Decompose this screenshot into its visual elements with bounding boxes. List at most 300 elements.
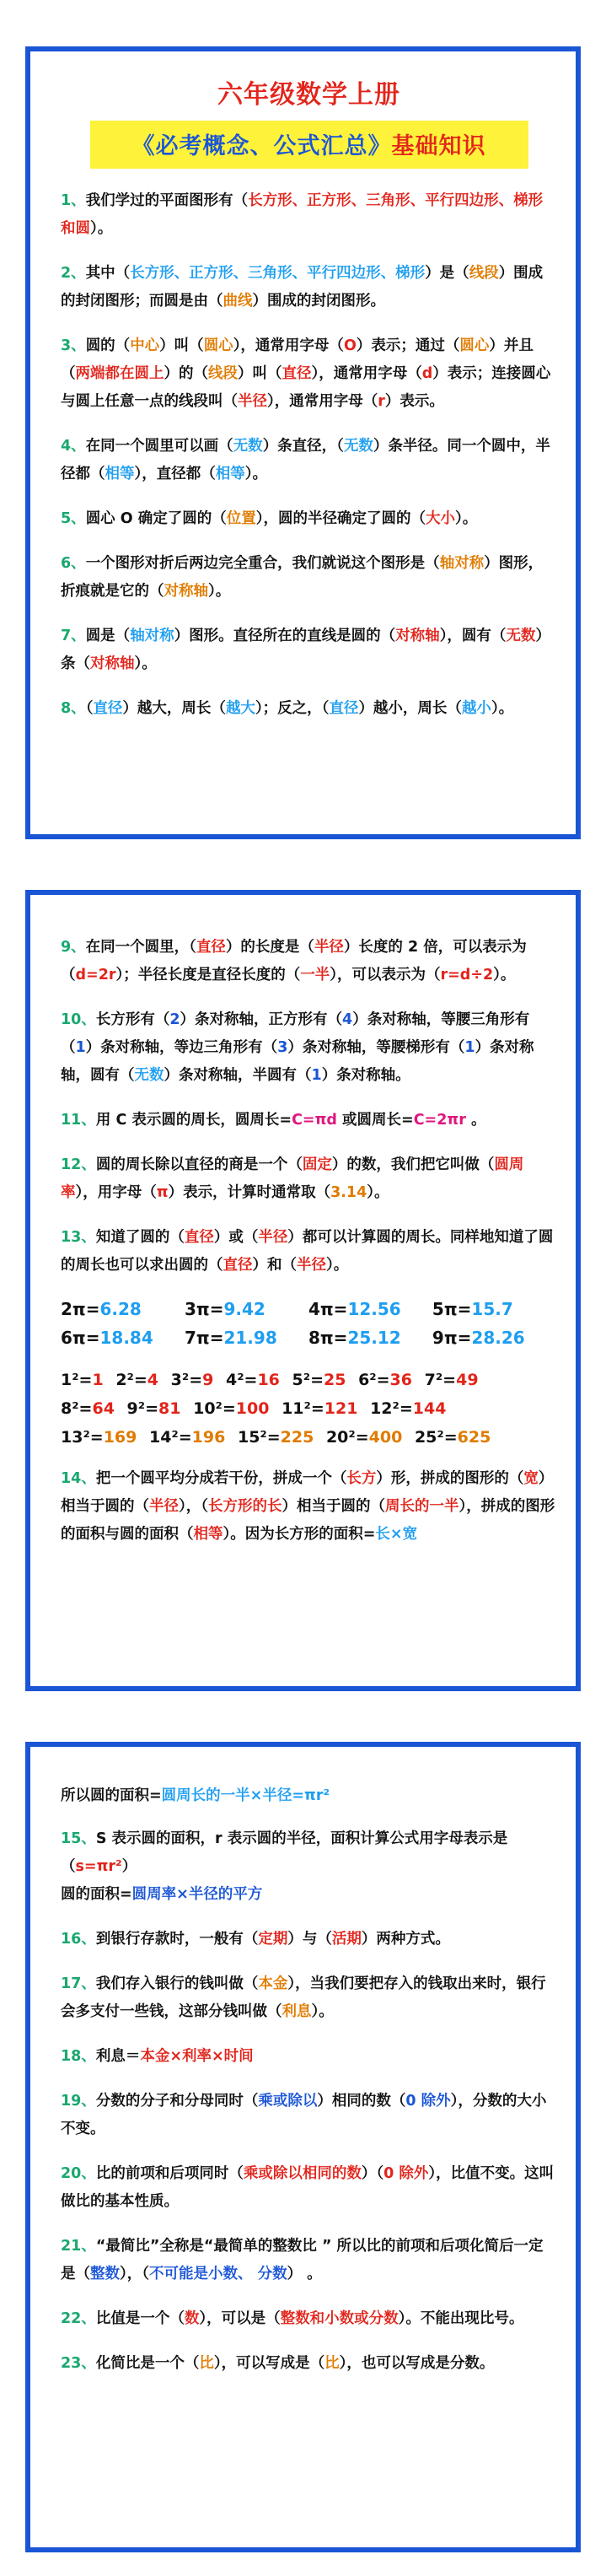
text: ）。因为长方形的面积= — [223, 1526, 376, 1543]
text: ）表示，计算时通常取（ — [168, 1184, 331, 1201]
answer: 3.14 — [330, 1184, 367, 1201]
answer: 越大 — [225, 700, 255, 717]
answer: 无数 — [506, 628, 536, 644]
item-10 — [61, 1006, 557, 1090]
answer: 长方形、正方形、三角形、平行四边形、梯形 — [130, 265, 426, 282]
squares-table — [61, 1366, 557, 1452]
square-expr: 9²= — [126, 1399, 159, 1418]
pi-value: 9.42 — [223, 1299, 265, 1319]
text: ） 。 — [287, 2266, 322, 2282]
squares-row — [61, 1423, 557, 1452]
pi-expr: 3π= — [184, 1299, 224, 1319]
answer: 相等 — [105, 466, 135, 482]
item-21 — [61, 2233, 557, 2288]
text: ），通常用字母（ — [267, 393, 378, 410]
answer: 直径 — [184, 1229, 214, 1246]
square-cell — [415, 1428, 491, 1447]
text: 长方形有（ — [95, 1011, 170, 1028]
pi-value: 15.7 — [471, 1299, 513, 1319]
text: 化简比是一个（ — [95, 2355, 200, 2372]
square-value: 64 — [92, 1399, 115, 1418]
square-cell — [127, 1399, 181, 1418]
pi-cell — [432, 1323, 550, 1352]
item-number: 10、 — [61, 1011, 96, 1028]
pi-row — [61, 1323, 557, 1352]
text: ），通常用字母（ — [311, 365, 422, 382]
answer: 相等 — [215, 466, 245, 482]
item-23 — [61, 2350, 557, 2378]
pi-value: 28.26 — [471, 1328, 525, 1348]
pi-value: 12.56 — [347, 1299, 401, 1319]
answer: 0 除外 — [383, 2165, 429, 2182]
pi-expr: 8π= — [308, 1328, 348, 1348]
text: S 表示圆的面积，r 表示圆的半径，面积计算公式用字母表示是（ — [61, 1830, 508, 1875]
square-expr: 5²= — [292, 1371, 324, 1389]
square-value: 169 — [103, 1428, 137, 1447]
item-number: 15、 — [61, 1830, 96, 1847]
answer: 曲线 — [223, 293, 253, 310]
text: ）图形。直径所在的直线是圆的（ — [174, 628, 396, 644]
answer: 长×宽 — [375, 1526, 418, 1543]
banner-part1: 《必考概念、公式汇总》 — [131, 133, 392, 159]
text: “最简比”全称是“最简单的整数比 ” 所以比的前项和后项化简后一定是（ — [61, 2238, 544, 2282]
pi-cell — [308, 1323, 426, 1352]
text: ）条对称轴，等腰梯形有（ — [287, 1039, 465, 1056]
text: 一个图形对折后两边完全重合，我们就说这个图形是（ — [85, 555, 440, 572]
answer: 两端都在圆上 — [75, 365, 164, 382]
answer: C=2πr — [413, 1112, 466, 1129]
square-expr: 1²= — [61, 1371, 93, 1389]
square-value: 196 — [191, 1428, 226, 1447]
answer: 利息 — [282, 2003, 312, 2020]
item-15 — [61, 1825, 557, 1881]
square-expr: 3²= — [170, 1371, 203, 1389]
text: ）与（ — [287, 1931, 332, 1948]
answer: r — [378, 393, 385, 410]
answer: 对称轴 — [90, 655, 135, 672]
item-number: 1、 — [61, 192, 86, 209]
square-expr: 8²= — [61, 1399, 93, 1418]
text: ），用字母（ — [75, 1184, 157, 1201]
answer: 1 — [75, 1039, 86, 1056]
answer: 半径 — [238, 393, 267, 410]
text: ）相同的数（ — [317, 2093, 406, 2110]
text: 比值是一个（ — [95, 2310, 185, 2327]
answer: 乘或除以相同的数 — [243, 2165, 362, 2182]
answer: 圆心 — [459, 337, 490, 354]
item-14 — [61, 1465, 557, 1549]
item-number: 11、 — [61, 1112, 96, 1129]
pi-expr: 4π= — [308, 1299, 348, 1319]
text: 圆的周长除以直径的商是一个（ — [95, 1156, 303, 1173]
text: ）条（ — [61, 628, 550, 672]
text: ），可以写成是（ — [213, 2355, 325, 2372]
text: 到银行存款时，一般有（ — [95, 1931, 259, 1948]
square-value: 25 — [324, 1371, 346, 1389]
text: ），（ — [179, 1498, 208, 1515]
text: ）叫（ — [238, 365, 282, 382]
square-cell — [61, 1428, 137, 1447]
square-expr: 14²= — [148, 1428, 192, 1447]
answer: 中心 — [130, 337, 160, 354]
text: ）围成的封闭图形。 — [252, 293, 385, 310]
pi-row — [61, 1295, 557, 1323]
answer: O — [343, 337, 357, 354]
item-number: 19、 — [61, 2093, 96, 2110]
square-value: 100 — [235, 1399, 270, 1418]
pi-expr: 7π= — [184, 1328, 224, 1348]
answer: r=d÷2 — [440, 967, 494, 984]
answer: 整数 — [90, 2266, 120, 2282]
text: ），通常用字母（ — [233, 337, 344, 354]
text: ），圆有（ — [439, 628, 507, 644]
text: 所以圆的面积= — [61, 1787, 162, 1804]
answer: 线段 — [208, 365, 238, 382]
square-expr: 20²= — [325, 1428, 369, 1447]
item-3 — [61, 332, 557, 416]
square-value: 144 — [412, 1399, 447, 1418]
text: ）；半径长度是直径长度的（ — [115, 967, 301, 984]
answer: 宽 — [523, 1470, 539, 1487]
square-value: 4 — [147, 1371, 159, 1389]
square-value: 49 — [456, 1371, 479, 1389]
answer: 定期 — [258, 1931, 288, 1948]
text: 知道了圆的（ — [95, 1229, 185, 1246]
text: ），可以是（ — [199, 2310, 281, 2327]
answer: 本金×利率×时间 — [140, 2048, 254, 2065]
pi-cell — [185, 1295, 303, 1323]
text: 利息＝ — [95, 2048, 141, 2065]
text: ），直径都（ — [134, 466, 216, 482]
item-number: 20、 — [61, 2165, 96, 2182]
square-expr: 11²= — [282, 1399, 324, 1418]
text: ）。 — [455, 510, 478, 527]
text: ），拼成的图形的面积与圆的面积（ — [61, 1498, 555, 1543]
answer: 线段 — [469, 265, 499, 282]
item-14-continued — [61, 1782, 557, 1810]
answer: 圆周长的一半×半径=πr² — [161, 1787, 330, 1804]
item-19 — [61, 2088, 557, 2143]
answer: 对称轴 — [395, 628, 440, 644]
item-13 — [61, 1224, 557, 1280]
square-value: 625 — [457, 1428, 491, 1447]
item-number: 14、 — [61, 1470, 96, 1487]
pi-value: 25.12 — [347, 1328, 401, 1348]
square-expr: 15²= — [237, 1428, 281, 1447]
text: ）。 — [208, 583, 231, 600]
square-cell — [358, 1371, 412, 1389]
answer: 位置 — [226, 510, 256, 527]
text: ）。 — [311, 2003, 334, 2020]
item-number: 5、 — [61, 510, 86, 527]
pi-cell — [432, 1295, 550, 1323]
spacer — [61, 1352, 557, 1366]
square-cell — [226, 1371, 280, 1389]
text: ）两种方式。 — [361, 1931, 450, 1948]
answer: 无数 — [233, 438, 263, 455]
text: ）。 — [326, 1257, 349, 1274]
answer: 半径 — [297, 1257, 326, 1274]
text: ）都可以计算圆的周长。同样地知道了圆的周长也可以求出圆的（ — [61, 1229, 554, 1274]
answer: 直径 — [196, 939, 226, 956]
text: （ — [85, 700, 94, 717]
answer: 不可能是小数、 分数 — [149, 2266, 287, 2282]
answer: 半径 — [258, 1229, 288, 1246]
square-cell — [370, 1399, 446, 1418]
text: 。 — [465, 1112, 486, 1129]
answer: 直径 — [329, 700, 359, 717]
answer: 圆周率×半径的平方 — [131, 1886, 263, 1903]
square-expr: 10²= — [193, 1399, 236, 1418]
text: 分数的分子和分母同时（ — [95, 2093, 259, 2110]
text: ）；反之，（ — [255, 700, 330, 717]
item-20 — [61, 2160, 557, 2216]
text: 我们存入银行的钱叫做（ — [95, 1975, 259, 1992]
item-11 — [61, 1107, 557, 1134]
text: ）条对称轴，正方形有（ — [180, 1011, 343, 1028]
square-value: 400 — [368, 1428, 403, 1447]
answer: 1 — [464, 1039, 475, 1056]
square-value: 225 — [280, 1428, 314, 1447]
item-2 — [61, 260, 557, 315]
text: ）或（ — [213, 1229, 259, 1246]
text: ）表示。 — [384, 393, 444, 410]
square-cell — [238, 1428, 314, 1447]
squares-row — [61, 1394, 557, 1423]
answer: 长方形的长 — [208, 1498, 282, 1515]
card-basics-1 — [25, 46, 581, 839]
item-number: 7、 — [61, 628, 86, 644]
item-17 — [61, 1970, 557, 2026]
answer: 一半 — [300, 967, 330, 984]
answer: 活期 — [331, 1931, 362, 1948]
item-number: 9、 — [61, 939, 86, 956]
text: ）相当于圆的（ — [61, 1470, 554, 1515]
text: ）相当于圆的（ — [282, 1498, 385, 1515]
answer: 长方形、正方形、三角形、平行四边形、梯形和圆 — [61, 192, 544, 237]
pi-cell — [61, 1295, 179, 1323]
answer: 0 除外 — [405, 2093, 451, 2110]
answer: 乘或除以 — [258, 2093, 318, 2110]
answer: 大小 — [426, 510, 455, 527]
answer: 轴对称 — [130, 628, 174, 644]
pi-table — [61, 1295, 557, 1352]
text: 圆心 O 确定了圆的（ — [85, 510, 227, 527]
square-cell — [61, 1371, 104, 1389]
answer: s=πr² — [75, 1858, 122, 1875]
square-value: 121 — [324, 1399, 358, 1418]
answer: 直径 — [93, 700, 123, 717]
squares-row — [61, 1366, 557, 1394]
card-basics-2 — [25, 890, 581, 1691]
text: ）。 — [491, 700, 514, 717]
answer: 整数和小数或分数 — [280, 2310, 399, 2327]
item-15-continued — [61, 1881, 557, 1909]
answer: 长方 — [346, 1470, 377, 1487]
answer: 越小 — [461, 700, 491, 717]
text: ）长度的 2 倍，可以表示为（ — [61, 939, 527, 984]
text: ）。 — [90, 220, 113, 237]
text: ），可以表示为（ — [330, 967, 441, 984]
answer: 圆周率 — [61, 1156, 524, 1201]
answer: d — [421, 365, 433, 382]
answer: 半径 — [149, 1498, 179, 1515]
square-expr: 13²= — [61, 1428, 104, 1447]
answer: 固定 — [302, 1156, 332, 1173]
text: ）的数，我们把它叫做（ — [331, 1156, 495, 1173]
text: ）图形，折痕就是它的（ — [61, 555, 544, 600]
answer: 4 — [342, 1011, 353, 1028]
text: ）和（ — [252, 1257, 297, 1274]
pi-value: 21.98 — [223, 1328, 277, 1348]
text: ）的长度是（ — [225, 939, 314, 956]
square-expr: 12²= — [370, 1399, 413, 1418]
answer: 半径 — [314, 939, 344, 956]
text: ），分数的大小不变。 — [61, 2093, 547, 2137]
text: ）越小，周长（ — [358, 700, 462, 717]
text: 圆的（ — [85, 337, 131, 354]
item-number: 16、 — [61, 1931, 96, 1948]
text: ）并且（ — [61, 337, 534, 382]
item-number: 3、 — [61, 337, 86, 354]
item-number: 13、 — [61, 1229, 96, 1246]
text: ），圆的半径确定了圆的（ — [255, 510, 426, 527]
text: ），当我们要把存入的钱取出来时，银行会多支付一些钱，这部分钱叫做（ — [61, 1975, 546, 2020]
text: ）条直径，（ — [262, 438, 344, 455]
item-number: 21、 — [61, 2238, 96, 2255]
square-cell — [292, 1371, 346, 1389]
square-cell — [193, 1399, 269, 1418]
square-cell — [425, 1371, 479, 1389]
square-cell — [149, 1428, 225, 1447]
answer: 数 — [184, 2310, 200, 2327]
answer: 直径 — [282, 365, 312, 382]
text: ）条对称轴，圆有（ — [61, 1039, 534, 1084]
square-expr: 2²= — [115, 1371, 147, 1389]
answer: 无数 — [134, 1067, 164, 1084]
text: ）。 — [367, 1184, 389, 1201]
text: ）的（ — [164, 365, 208, 382]
item-number: 17、 — [61, 1975, 96, 1992]
square-expr: 4²= — [225, 1371, 258, 1389]
text: ）条对称轴，等腰三角形有（ — [61, 1011, 530, 1056]
answer: 3 — [277, 1039, 288, 1056]
pi-cell — [308, 1295, 426, 1323]
title-banner — [90, 121, 528, 169]
pi-expr: 2π= — [61, 1299, 100, 1319]
text: ）条对称轴，半圆有（ — [164, 1067, 312, 1084]
text: 其中（ — [85, 265, 131, 282]
text: ），比值不变。这叫做比的基本性质。 — [61, 2165, 555, 2210]
item-12 — [61, 1151, 557, 1207]
answer: 对称轴 — [164, 583, 208, 600]
answer: π — [156, 1184, 169, 1201]
text: 在同一个圆里，（ — [85, 939, 196, 956]
item-22 — [61, 2305, 557, 2333]
text: ）越大，周长（ — [122, 700, 226, 717]
banner-part2: 基础知识 — [391, 133, 486, 159]
text: ）形，拼成的图形的（ — [376, 1470, 524, 1487]
text: ）。 — [244, 466, 267, 482]
item-number: 12、 — [61, 1156, 96, 1173]
item-6 — [61, 550, 557, 606]
square-expr: 6²= — [358, 1371, 390, 1389]
answer: 无数 — [343, 438, 373, 455]
item-1 — [61, 187, 557, 243]
square-cell — [171, 1371, 214, 1389]
text: ）。不能出现比号。 — [398, 2310, 524, 2327]
square-value: 36 — [389, 1371, 412, 1389]
text: ）表示；连接圆心与圆上任意一点的线段叫（ — [61, 365, 551, 410]
text: 或圆周长= — [336, 1112, 414, 1129]
pi-expr: 6π= — [61, 1328, 100, 1348]
text: ） — [121, 1858, 137, 1875]
text: ）围成的封闭图形；而圆是由（ — [61, 265, 544, 310]
item-number: 6、 — [61, 555, 86, 572]
square-cell — [326, 1428, 402, 1447]
answer: 2 — [169, 1011, 180, 1028]
item-9 — [61, 934, 557, 989]
text: ）是（ — [425, 265, 469, 282]
text: ）条对称轴，等边三角形有（ — [85, 1039, 278, 1056]
square-cell — [115, 1371, 158, 1389]
answer: C=πd — [292, 1112, 337, 1129]
item-number: 23、 — [61, 2355, 96, 2372]
item-number: 4、 — [61, 438, 86, 455]
square-expr: 25²= — [414, 1428, 458, 1447]
item-number: 8、 — [61, 700, 86, 717]
square-value: 81 — [158, 1399, 181, 1418]
answer: 比 — [199, 2355, 214, 2372]
text: 圆的面积= — [61, 1886, 132, 1903]
square-value: 1 — [92, 1371, 104, 1389]
text: ）。 — [493, 967, 516, 984]
item-7 — [61, 622, 557, 678]
spacer — [61, 1452, 557, 1465]
item-16 — [61, 1926, 557, 1954]
answer: 周长的一半 — [385, 1498, 459, 1515]
pi-cell — [61, 1323, 179, 1352]
text: 在同一个圆里可以画（ — [85, 438, 233, 455]
text: 把一个圆平均分成若干份，拼成一个（ — [95, 1470, 347, 1487]
answer: 圆心 — [203, 337, 233, 354]
answer: 直径 — [223, 1257, 253, 1274]
answer: 1 — [311, 1067, 322, 1084]
text: ）条半径。同一个圆中，半径都（ — [61, 438, 550, 482]
text: ）条对称轴。 — [321, 1067, 410, 1084]
pi-expr: 5π= — [432, 1299, 472, 1319]
text: ）表示；通过（ — [356, 337, 460, 354]
square-cell — [61, 1399, 115, 1418]
item-18 — [61, 2043, 557, 2071]
item-number: 18、 — [61, 2048, 96, 2065]
answer: 本金 — [258, 1975, 288, 1992]
text: ）（ — [361, 2165, 384, 2182]
answer: 相等 — [193, 1526, 223, 1543]
text: 圆是（ — [85, 628, 131, 644]
pi-expr: 9π= — [432, 1328, 472, 1348]
item-number: 22、 — [61, 2310, 96, 2327]
text: ），也可以写成是分数。 — [339, 2355, 495, 2372]
pi-cell — [185, 1323, 303, 1352]
text: ），（ — [120, 2266, 149, 2282]
item-5 — [61, 505, 557, 533]
pi-value: 18.84 — [99, 1328, 153, 1348]
square-value: 16 — [257, 1371, 280, 1389]
card-basics-3 — [25, 1742, 581, 2552]
pi-value: 6.28 — [99, 1299, 142, 1319]
square-cell — [282, 1399, 357, 1418]
